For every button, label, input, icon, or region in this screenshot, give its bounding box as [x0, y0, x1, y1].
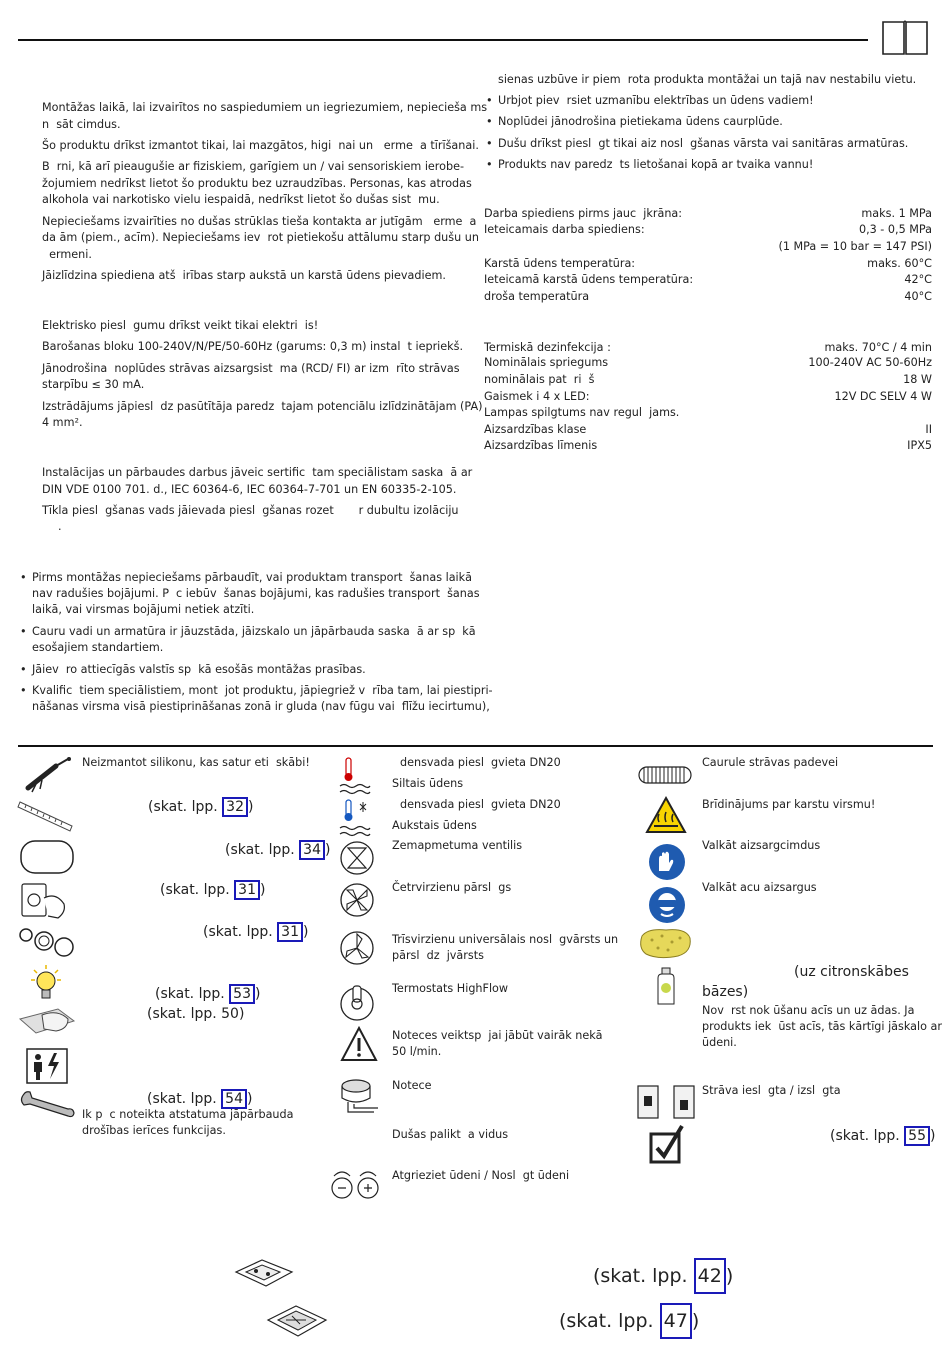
header-rule — [18, 39, 868, 41]
spec-label: Aizsardzības līmenis — [484, 439, 598, 452]
spec-value: maks. 70°C / 4 min — [824, 341, 932, 354]
cover-plate-icon — [20, 840, 74, 874]
spec-label: Darba spiediens pirms jauc jkrāna: — [484, 207, 683, 220]
right-bullet: • Noplūdei jānodrošina pietiekama ūdens caurplūde. — [498, 114, 783, 130]
mount-bullet: • Kvalific tiem speciālistiem, mont jot produktu, jāpiegriež v rība tam, lai piestipri- nāšanas virsma visā piestiprināšanas zonā ir gluda (nav fūgu vai flīžu iecirtumu), — [32, 683, 493, 715]
drain-text: Notece — [392, 1079, 432, 1092]
spec-value: 0,3 - 0,5 MPa — [858, 223, 932, 236]
page-ref: (skat. lpp. 54 ) — [147, 1091, 253, 1107]
safety-line: Nepieciešams izvairīties no dušas strūklas tieša kontakta ar jutīgām erme a — [42, 215, 477, 228]
electrician-icon — [26, 1048, 68, 1084]
spec-label: Lampas spilgtums nav regul jams. — [484, 406, 680, 419]
safety-line: Šo produktu drīkst izmantot tikai, lai mazgātos, higi nai un erme a tīrīšanai. — [42, 139, 479, 152]
spec-value: II — [925, 423, 932, 436]
safety-line: B rni, kā arī pieaugušie ar fiziskiem, garīgiem un / vai sensoriskiem ierobe- — [42, 160, 465, 173]
electric-line: DIN VDE 0100 701. d., IEC 60364-6, IEC 60364-7-701 un EN 60335-2-105. — [42, 483, 457, 496]
valve-text: Zemapmetuma ventilis — [392, 839, 523, 852]
spec-label: nominālais pat ri š — [484, 373, 595, 386]
safety-line: žojumiem nedrīkst lietot šo produktu bez uzraudzības. Personas, kas atrodas — [42, 177, 472, 190]
check-text: drošības ierīces funkcijas. — [82, 1124, 226, 1137]
bottom-page-ref: (skat. lpp. 47 ) — [559, 1303, 699, 1339]
installation-box-icon — [232, 1256, 296, 1290]
four-way-text: Četrvirzienu pārsl gs — [392, 881, 512, 894]
page-link[interactable]: 53 — [229, 984, 255, 1004]
page-link[interactable]: 31 — [277, 922, 303, 942]
spec-value: 42°C — [904, 273, 932, 286]
right-bullet: • Produkts nav paredz ts lietošanai kopā ar tvaika vannu! — [498, 157, 813, 173]
citric-warning: ūdeni. — [702, 1036, 737, 1049]
warning-triangle-icon — [340, 1026, 378, 1062]
page-ref: (skat. lpp. 31 ) — [203, 924, 309, 940]
safety-line: n sāt cimdus. — [42, 118, 121, 131]
water-on-off-text: Atgrieziet ūdeni / Nosl gt ūdeni — [392, 1169, 570, 1182]
spec-label: Ieteicamā karstā ūdens temperatūra: — [484, 273, 694, 286]
spec-value: 100-240V AC 50-60Hz — [808, 356, 932, 369]
hot-surface-text: Brīdinājums par karstu virsmu! — [702, 798, 876, 811]
spec-label: Termiskā dezinfekcija : — [484, 341, 611, 354]
silicone-text: Neizmantot silikonu, kas satur eti skābi! — [82, 756, 310, 769]
water-on-off-icon — [328, 1168, 386, 1202]
legend-rule — [18, 745, 933, 747]
citric-warning: produkts iek ūst acīs, tās kārtīgi jāskalo ar — [702, 1020, 942, 1033]
spec-label: droša temperatūra — [484, 290, 590, 303]
citric-warning: Nov rst nok ūšanu acīs un uz ādas. Ja — [702, 1004, 915, 1017]
electric-line: 4 mm². — [42, 416, 83, 429]
cleaning-hand-icon — [18, 1005, 76, 1041]
hand-adjust-icon — [20, 880, 70, 920]
page-ref: (skat. lpp. 31 ) — [160, 882, 266, 898]
mount-bullet: • Cauru vadi un armatūra ir jāuzstāda, jāizskalo un jāpārbauda saska ā ar sp kā esošajiem standartiem. — [32, 624, 476, 656]
spec-value: maks. 60°C — [867, 257, 932, 270]
cold-water-text: densvada piesl gvieta DN20 — [400, 798, 561, 811]
three-way-valve-icon — [338, 930, 376, 966]
safety-line: ermeni. — [42, 248, 92, 261]
gloves-text: Valkāt aizsargcimdus — [702, 839, 821, 852]
page-link[interactable]: 47 — [660, 1303, 692, 1339]
shower-center-text: Dušas palikt a vidus — [392, 1128, 509, 1141]
spec-label: Ieteicamais darba spiediens: — [484, 223, 645, 236]
book-icon — [880, 18, 930, 56]
mount-continued: sienas uzbūve ir piem rota produkta montāžai un tajā nav nestabilu vietu. — [498, 73, 917, 86]
safety-line: Montāžas laikā, lai izvairītos no saspiedumiem un iegriezumiem, nepiecieša ms — [42, 101, 488, 114]
goggles-icon — [648, 886, 686, 924]
electric-line: Izstrādājums jāpiesl dz pasūtītāja paredz tajam potenciālu izlīdzinātājam (PA) — [42, 400, 483, 413]
cold-water-label: Aukstais ūdens — [392, 819, 477, 832]
page-ref: (skat. lpp. 34 ) — [225, 842, 331, 858]
mounting-plate-icon — [266, 1304, 328, 1338]
right-bullet: • Dušu drīkst piesl gt tikai aiz nosl gšanas vārsta vai sanitāras armatūras. — [498, 136, 908, 152]
page-link[interactable]: 42 — [694, 1258, 726, 1294]
three-way-text: Trīsvirzienu universālais nosl gvārsts un — [392, 933, 619, 946]
electric-line: Barošanas bloku 100-240V/N/PE/50-60Hz (garums: 0,3 m) instal t iepriekš. — [42, 340, 464, 353]
page-link[interactable]: 34 — [299, 840, 325, 860]
conduit-text: Caurule strāvas padevei — [702, 756, 839, 769]
check-text: Ik p c noteikta atstatuma jāpārbauda — [82, 1108, 294, 1121]
spec-value: 18 W — [903, 373, 932, 386]
page-ref: (skat. lpp. 55 ) — [830, 1128, 936, 1144]
goggles-text: Valkāt acu aizsargus — [702, 881, 817, 894]
page-ref: (skat. lpp. 53 ) — [155, 986, 261, 1002]
spec-label: Nominālais spriegums — [484, 356, 609, 369]
cleaner-bottle-icon — [654, 966, 678, 1006]
drain-warning-text: 50 l/min. — [392, 1045, 442, 1058]
conduit-icon — [638, 764, 692, 786]
safety-line: Jāizlīdzina spiediena atš irības starp aukstā un karstā ūdens pievadiem. — [42, 269, 446, 282]
checkbox-check-icon — [648, 1124, 686, 1166]
electric-line: Jānodrošina noplūdes strāvas aizsargsist ma (RCD/ FI) ar izm rīto strāvas — [42, 362, 460, 375]
electric-line: Tīkla piesl gšanas vads jāievada piesl gšanas rozet r dubultu izolāciju — [42, 504, 459, 517]
thermostat-icon — [338, 982, 376, 1024]
spec-value: 40°C — [904, 290, 932, 303]
hot-surface-icon — [645, 796, 687, 834]
wrench-icon — [18, 1090, 76, 1120]
three-way-text: pārsl dz jvārsts — [392, 949, 484, 962]
page-link[interactable]: 54 — [221, 1089, 247, 1109]
page-link[interactable]: 55 — [904, 1126, 930, 1146]
page-link[interactable]: 31 — [234, 880, 260, 900]
spec-value: IPX5 — [907, 439, 932, 452]
safety-line: da ām (piem., acīm). Nepieciešams iev rot pietiekošu attālumu starp dušu un — [42, 231, 479, 244]
hot-water-icon — [338, 756, 372, 796]
electric-line: starpību ≤ 30 mA. — [42, 378, 145, 391]
citric-text-a: (uz citronskābes — [794, 964, 909, 980]
bottom-page-ref: (skat. lpp. 42 ) — [593, 1258, 733, 1294]
spec-label: Karstā ūdens temperatūra: — [484, 257, 636, 270]
mount-bullet: • Pirms montāžas nepieciešams pārbaudīt, vai produktam transport šanas laikā nav radušies bojājumi. P c iebūv šanas bojājumi, kas radušies transport šanas laikā, vai virsmas bojājumi netiek atzīti. — [32, 570, 480, 618]
spec-value: (1 MPa = 10 bar = 147 PSI) — [778, 240, 932, 253]
page-ref: (skat. lpp. 32 ) — [148, 799, 254, 815]
power-switch-icon — [636, 1082, 696, 1122]
sponge-icon — [638, 926, 692, 960]
citric-text-b: bāzes) — [702, 984, 749, 1000]
hot-water-text: densvada piesl gvieta DN20 — [400, 756, 561, 769]
electric-line: Instalācijas un pārbaudes darbus jāveic sertific tam speciālistam saska ā ar — [42, 466, 473, 479]
right-bullet: • Urbjot piev rsiet uzmanību elektrības un ūdens vadiem! — [498, 93, 814, 109]
thermostat-text: Termostats HighFlow — [392, 982, 509, 995]
page-ref-plain: (skat. lpp. 50) — [147, 1006, 245, 1022]
electric-line: Elektrisko piesl gumu drīkst veikt tikai elektri is! — [42, 319, 319, 332]
hot-water-label: Siltais ūdens — [392, 777, 464, 790]
spec-value: 12V DC SELV 4 W — [834, 390, 932, 403]
four-way-diverter-icon — [338, 882, 376, 918]
spec-label: Aizsardzības klase — [484, 423, 587, 436]
cold-water-icon — [338, 798, 372, 838]
ruler-icon — [18, 796, 76, 834]
electric-line: . — [58, 520, 62, 533]
gloves-icon — [648, 843, 686, 881]
concealed-valve-icon — [338, 840, 376, 876]
light-bulb-icon — [30, 964, 62, 1002]
page-link[interactable]: 32 — [222, 797, 248, 817]
safety-line: alkohola vai narkotisko vielu iespaidā, nedrīkst lietot šo dušas sist mu. — [42, 193, 440, 206]
mount-bullet: • Jāiev ro attiecīgās valstīs sp kā esošās montāžas prasības. — [32, 662, 366, 678]
drain-warning-text: Noteces veiktsp jai jābūt vairāk nekā — [392, 1029, 603, 1042]
drain-icon — [334, 1076, 380, 1118]
cartridge-parts-icon — [18, 925, 76, 961]
power-text: Strāva iesl gta / izsl gta — [702, 1084, 841, 1097]
spec-label: Gaismek i 4 x LED: — [484, 390, 590, 403]
silicone-gun-icon — [22, 756, 76, 792]
spec-value: maks. 1 MPa — [861, 207, 932, 220]
